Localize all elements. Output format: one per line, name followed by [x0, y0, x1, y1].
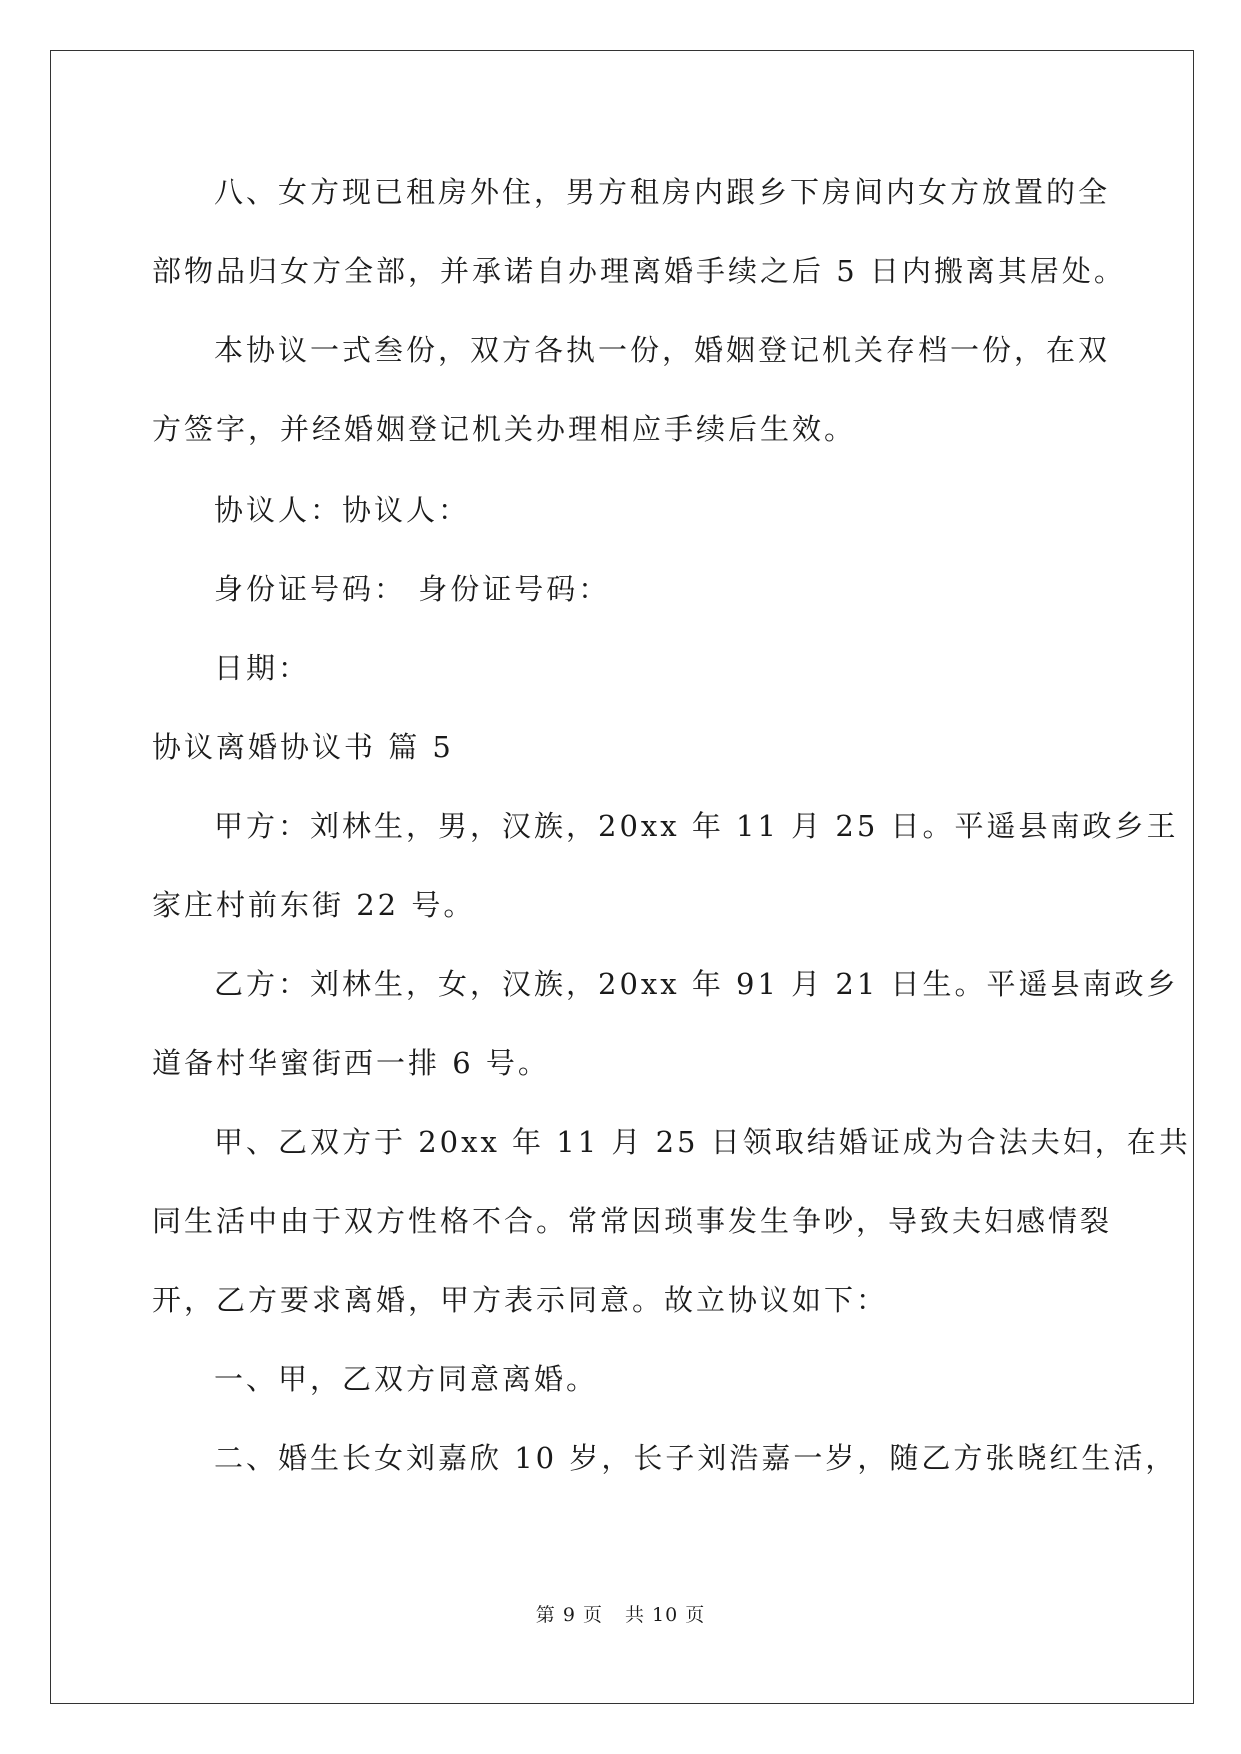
paragraph-line: 一、甲，乙双方同意离婚。 — [214, 1362, 599, 1396]
id-number-label-line: 身份证号码： 身份证号码： — [214, 572, 611, 606]
page-footer — [0, 1603, 1241, 1627]
paragraph-line: 甲方：刘林生，男，汉族，20xx 年 11 月 25 日。平遥县南政乡王 — [214, 809, 1179, 843]
page-number-total: 共 10 页 — [624, 1604, 706, 1626]
paragraph-line: 八、女方现已租房外住，男方租房内跟乡下房间内女方放置的全 — [214, 175, 1111, 209]
paragraph-line: 道备村华蜜街西一排 6 号。 — [152, 1046, 550, 1080]
paragraph-line: 本协议一式叁份，双方各执一份，婚姻登记机关存档一份，在双 — [214, 333, 1111, 367]
date-label-line: 日期： — [214, 651, 311, 685]
paragraph-line: 同生活中由于双方性格不合。常常因琐事发生争吵，导致夫妇感情裂 — [152, 1204, 1113, 1238]
paragraph-line: 方签字，并经婚姻登记机关办理相应手续后生效。 — [152, 412, 857, 446]
paragraph-line: 乙方：刘林生，女，汉族，20xx 年 91 月 21 日生。平遥县南政乡 — [214, 967, 1179, 1001]
page-number-current: 第 9 页 — [535, 1604, 603, 1626]
paragraph-line: 甲、乙双方于 20xx 年 11 月 25 日领取结婚证成为合法夫妇，在共 — [214, 1125, 1191, 1159]
paragraph-line: 开，乙方要求离婚，甲方表示同意。故立协议如下： — [152, 1283, 889, 1317]
paragraph-line: 二、婚生长女刘嘉欣 10 岁，长子刘浩嘉一岁，随乙方张晓红生活， — [214, 1441, 1178, 1475]
paragraph-line: 家庄村前东街 22 号。 — [152, 888, 476, 922]
signatory-label-line: 协议人：协议人： — [214, 493, 471, 527]
section-heading: 协议离婚协议书 篇 5 — [152, 730, 454, 764]
paragraph-line: 部物品归女方全部，并承诺自办理离婚手续之后 5 日内搬离其居处。 — [152, 254, 1126, 288]
